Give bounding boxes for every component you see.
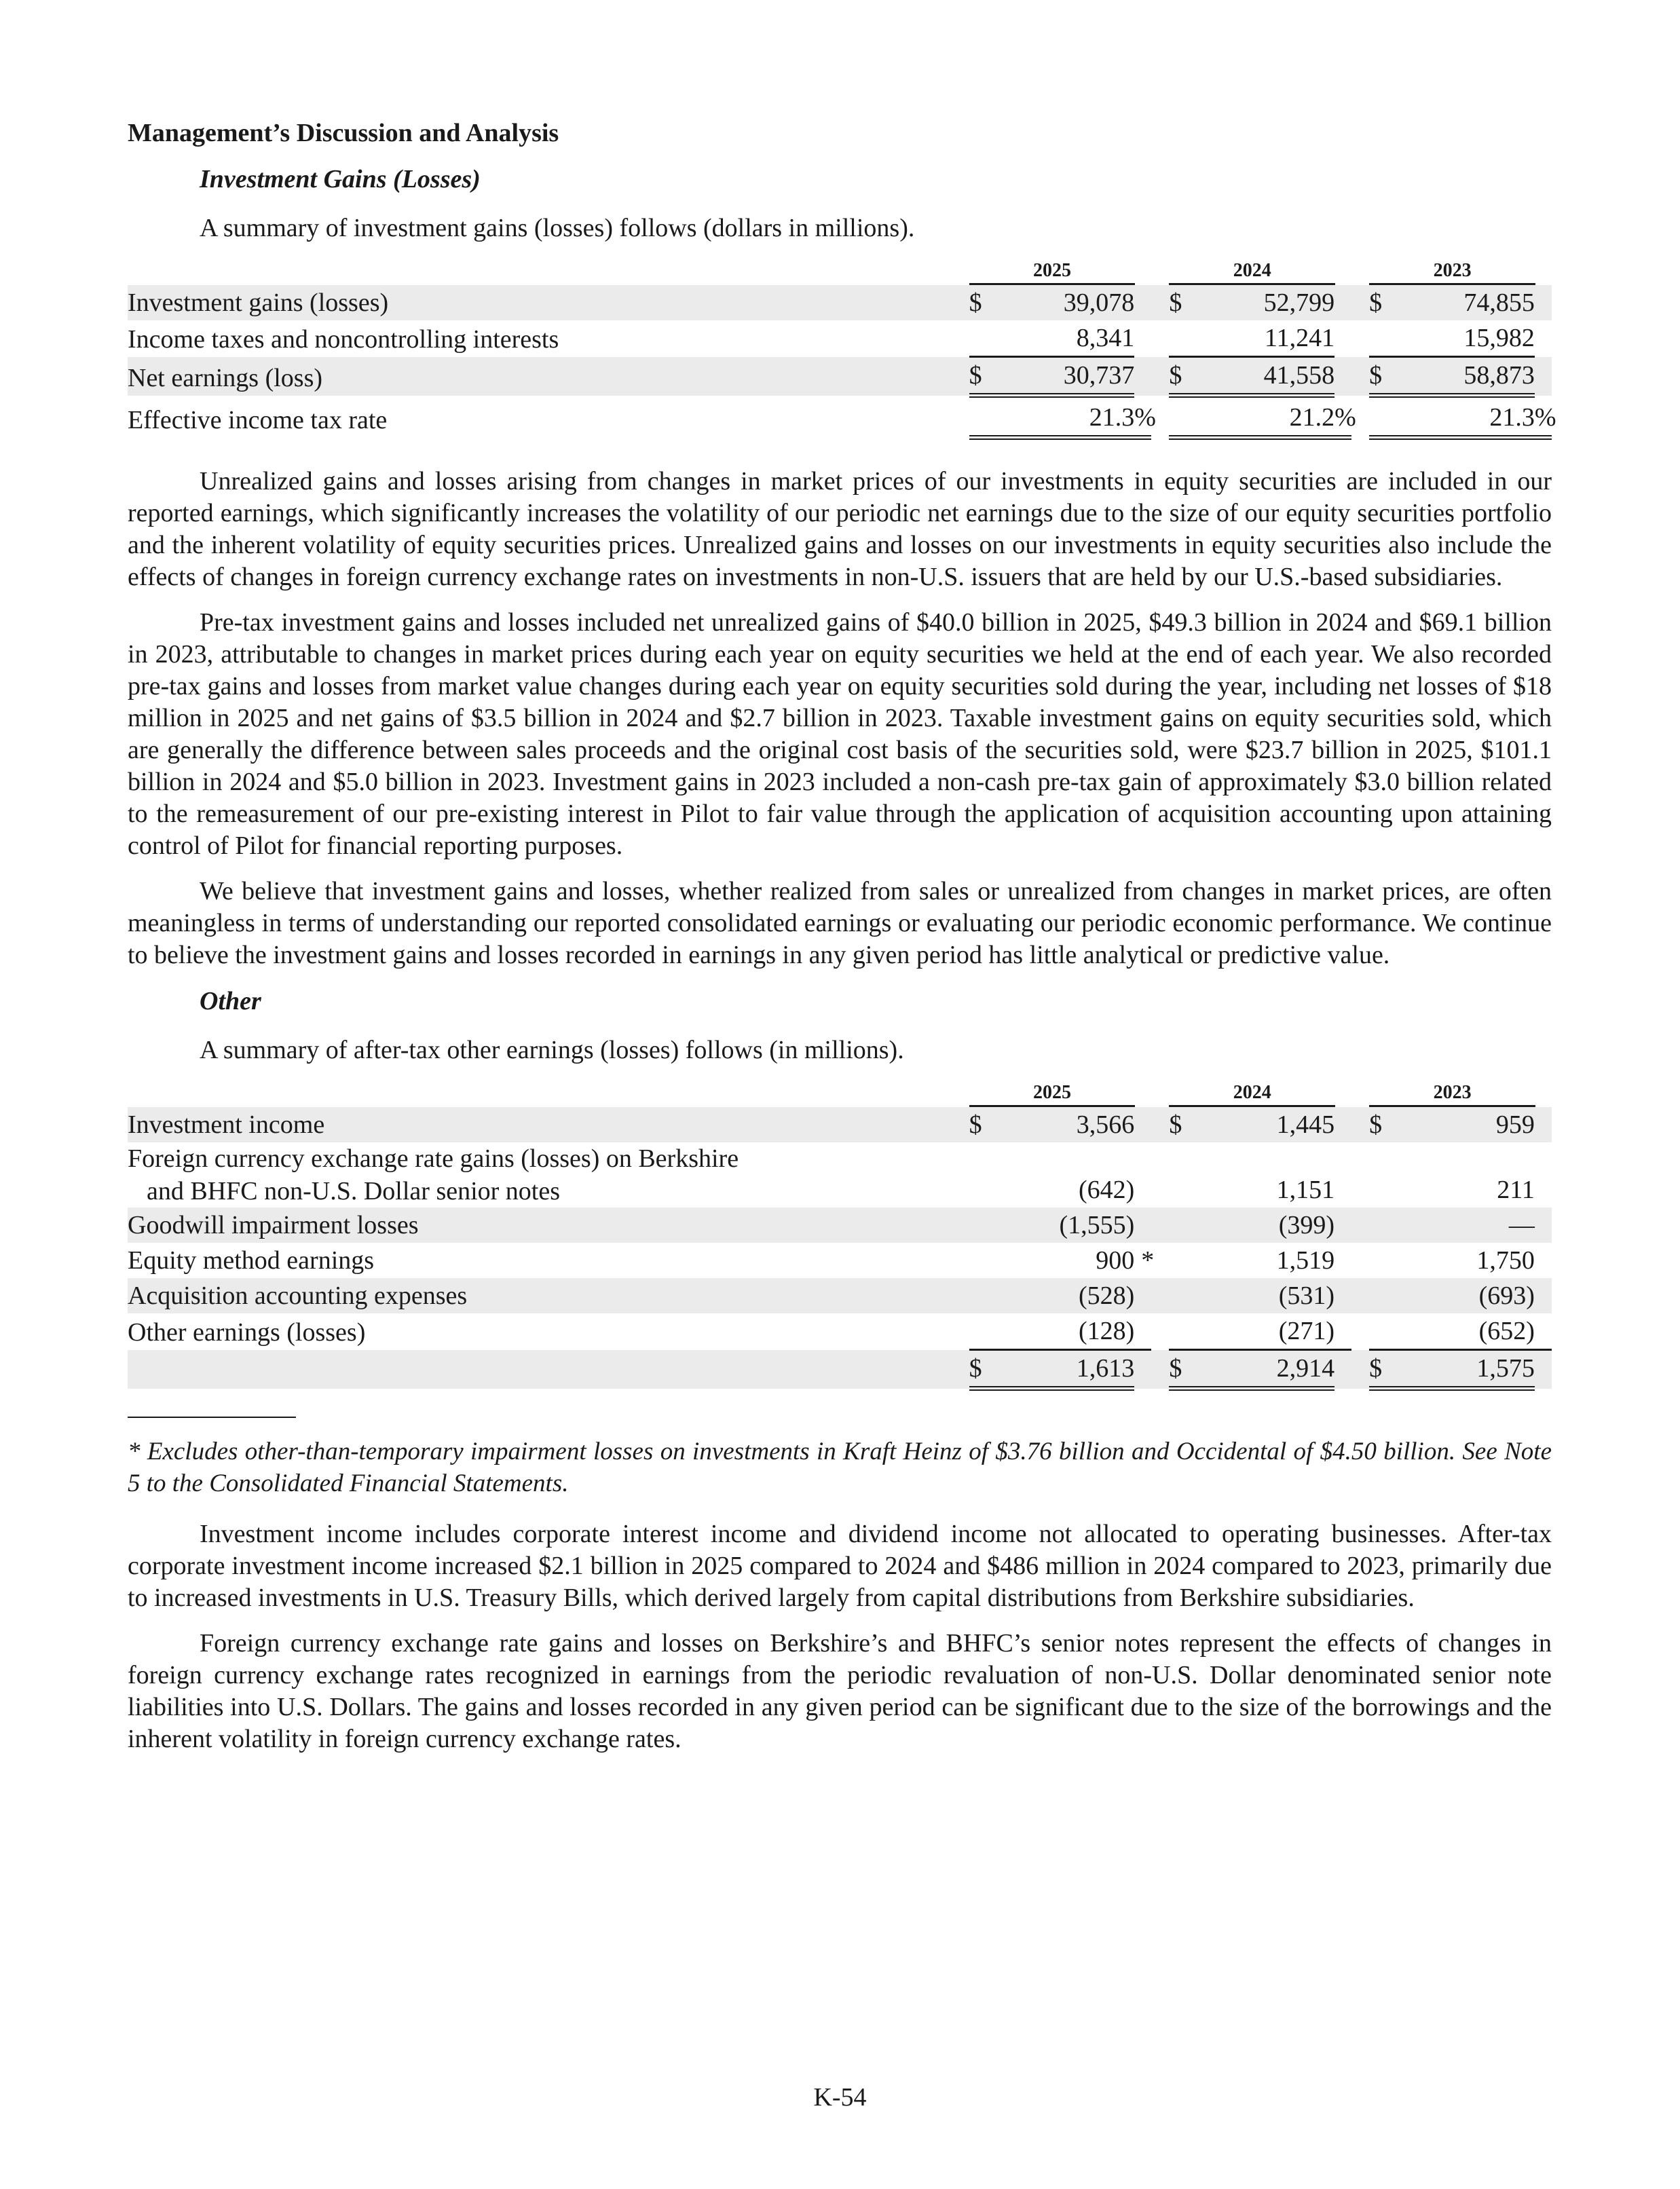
table-row: [128, 1107, 1552, 1142]
gains-intro: A summary of investment gains (losses) follows (dollars in millions).: [200, 214, 915, 242]
currency-symbol: $: [1369, 1350, 1392, 1389]
currency-symbol: $: [1169, 1350, 1191, 1389]
row-label: Income taxes and noncontrolling interests: [128, 324, 559, 354]
footnote-divider: [128, 1417, 296, 1418]
row-label: Acquisition accounting expenses: [128, 1278, 969, 1313]
page-number: K-54: [813, 2083, 867, 2112]
percent-suffix: %: [1134, 396, 1151, 438]
value-2024: 1,151: [1276, 1176, 1335, 1204]
row-label: Investment income: [128, 1107, 969, 1142]
percent-suffix: %: [1535, 396, 1552, 438]
currency-symbol: $: [969, 1107, 992, 1142]
value-2025: (642): [1078, 1176, 1135, 1204]
footnote-marker: *: [1141, 1246, 1155, 1275]
value-2023: 1,750: [1476, 1246, 1535, 1275]
value-2025: 1,613: [992, 1350, 1134, 1389]
row-label: [128, 1142, 969, 1208]
value-2024: (531): [1192, 1278, 1334, 1313]
percent-suffix: %: [1334, 396, 1351, 438]
section-title: Management’s Discussion and Analysis: [128, 119, 559, 147]
other-intro: A summary of after-tax other earnings (losses) follows (in millions).: [200, 1036, 904, 1064]
value-2025: 3,566: [992, 1107, 1134, 1142]
currency-symbol: $: [1369, 285, 1392, 320]
value-2024: 41,558: [1192, 357, 1334, 396]
document-page: [128, 115, 1556, 1755]
year-header: 2024: [1169, 1081, 1335, 1107]
currency-symbol: $: [1169, 357, 1191, 396]
value-2024: 21.2: [1192, 396, 1334, 438]
table-row: [128, 320, 1552, 357]
paragraph: Unrealized gains and losses arising from changes in market prices of our investments in equity securities are included in our reported earnings, which significantly increases the volatility of our periodic net earnings due to the size of our equity securities portfolio and the inherent volatility of equity securities prices. Unrealized gains and losses on our investments in equity securities also include the effects of changes in foreign currency exchange rates on investments in non-U.S. issuers that are held by our U.S.-based subsidiaries.: [128, 467, 1552, 591]
table-row: [128, 1208, 1552, 1243]
row-label: Investment gains (losses): [128, 285, 969, 320]
currency-symbol: $: [1169, 1107, 1191, 1142]
year-header: 2025: [969, 1081, 1136, 1107]
table-row: [128, 396, 1552, 438]
value-2025: 39,078: [992, 285, 1134, 320]
investment-gains-table: [128, 255, 1556, 440]
table-row-total: [128, 1350, 1552, 1389]
year-header: 2025: [969, 259, 1136, 285]
paragraph: Pre-tax investment gains and losses included net unrealized gains of $40.0 billion in 2025, $49.3 billion in 2024 and $69.1 billion in 2023, attributable to changes in market prices during each year on equity securities we held at the end of each year. We also recorded pre-tax gains and losses from market value changes during each year on equity securities sold during the year, including net losses of $18 million in 2025 and net gains of $3.5 billion in 2024 and $2.7 billion in 2023. Taxable investment gains on equity securities sold, which are generally the difference between sales proceeds and the original cost basis of the securities sold, were $23.7 billion in 2025, $101.1 billion in 2024 and $5.0 billion in 2023. Investment gains in 2023 included a non-cash pre-tax gain of approximately $3.0 billion related to the remeasurement of our pre-existing interest in Pilot to fair value through the application of acquisition accounting upon attaining control of Pilot for financial reporting purposes.: [128, 608, 1552, 860]
table-row: [128, 357, 1552, 396]
currency-symbol: $: [1369, 1107, 1392, 1142]
value-2023: 15,982: [1392, 320, 1534, 357]
paragraph: Foreign currency exchange rate gains and losses on Berkshire’s and BHFC’s senior notes represent the effects of changes in foreign currency exchange rates recognized in earnings from the periodic revaluation of non-U.S. Dollar denominated senior note liabilities into U.S. Dollars. The gains and losses recorded in any given period can be significant due to the size of the borrowings and the inherent volatility in foreign currency exchange rates.: [128, 1629, 1552, 1753]
value-2024: 2,914: [1192, 1350, 1334, 1389]
value-2024: (271): [1192, 1313, 1334, 1350]
table-header-row: [128, 1077, 1552, 1107]
row-label: Equity method earnings: [128, 1246, 375, 1275]
row-label: Other earnings (losses): [128, 1317, 366, 1347]
table-row: [128, 1243, 1552, 1278]
value-2025: (1,555): [992, 1208, 1134, 1243]
row-label: Goodwill impairment losses: [128, 1208, 969, 1243]
year-header: 2024: [1169, 259, 1335, 285]
value-2023: 211: [1497, 1176, 1535, 1204]
currency-symbol: $: [969, 285, 992, 320]
currency-symbol: $: [969, 1350, 992, 1389]
paragraph: Investment income includes corporate interest income and dividend income not allocated to operating businesses. After-tax corporate investment income increased $2.1 billion in 2025 compared to 2024 and $486 million in 2024 compared to 2023, primarily due to increased investments in U.S. Treasury Bills, which derived largely from capital distributions from Berkshire subsidiaries.: [128, 1520, 1552, 1612]
value-2025: 21.3: [992, 396, 1134, 438]
value-2024: (399): [1192, 1208, 1334, 1243]
currency-symbol: $: [1169, 285, 1191, 320]
year-header: 2023: [1369, 259, 1535, 285]
value-2023: 58,873: [1392, 357, 1534, 396]
currency-symbol: $: [969, 357, 992, 396]
value-2023: —: [1392, 1208, 1534, 1243]
value-2024: 1,519: [1276, 1246, 1335, 1275]
row-label: Net earnings (loss): [128, 357, 969, 396]
table-row: [128, 1278, 1552, 1313]
value-2025: 30,737: [992, 357, 1134, 396]
value-2024: 1,445: [1192, 1107, 1334, 1142]
value-2023: 959: [1392, 1107, 1534, 1142]
footnote: * Excludes other-than-temporary impairment losses on investments in Kraft Heinz of $3.76 billion and Occidental of $4.50 billion. See Note 5 to the Consolidated Financial Statements.: [128, 1438, 1552, 1497]
row-label: Effective income tax rate: [128, 405, 388, 434]
paragraph: We believe that investment gains and losses, whether realized from sales or unrealized from changes in market prices, are often meaningless in terms of understanding our reported consolidated earnings or evaluating our periodic economic performance. We continue to believe the investment gains and losses recorded in earnings in any given period has little analytical or predictive value.: [128, 877, 1552, 969]
value-2023: 1,575: [1392, 1350, 1534, 1389]
value-2023: 21.3: [1392, 396, 1534, 438]
value-2025: 900: [1096, 1246, 1135, 1275]
year-header: 2023: [1369, 1081, 1535, 1107]
value-2024: 52,799: [1192, 285, 1334, 320]
gains-subheading: Investment Gains (Losses): [200, 165, 481, 193]
table-header-row: [128, 255, 1552, 285]
other-earnings-table: [128, 1077, 1552, 1391]
other-subheading: Other: [200, 987, 261, 1015]
currency-symbol: $: [1369, 357, 1392, 396]
value-2025: (528): [992, 1278, 1134, 1313]
value-2023: 74,855: [1392, 285, 1534, 320]
table-row: [128, 1313, 1552, 1350]
value-2023: (652): [1392, 1313, 1534, 1350]
row-label-line: Foreign currency exchange rate gains (losses) on Berkshire: [128, 1144, 739, 1173]
table-row: [128, 1142, 1552, 1208]
row-label-line: and BHFC non-U.S. Dollar senior notes: [147, 1177, 561, 1205]
table-row: [128, 285, 1552, 320]
row-label: [128, 1350, 969, 1389]
value-2024: 11,241: [1192, 320, 1334, 357]
value-2023: (693): [1392, 1278, 1534, 1313]
value-2025: (128): [992, 1313, 1134, 1350]
value-2025: 8,341: [992, 320, 1134, 357]
